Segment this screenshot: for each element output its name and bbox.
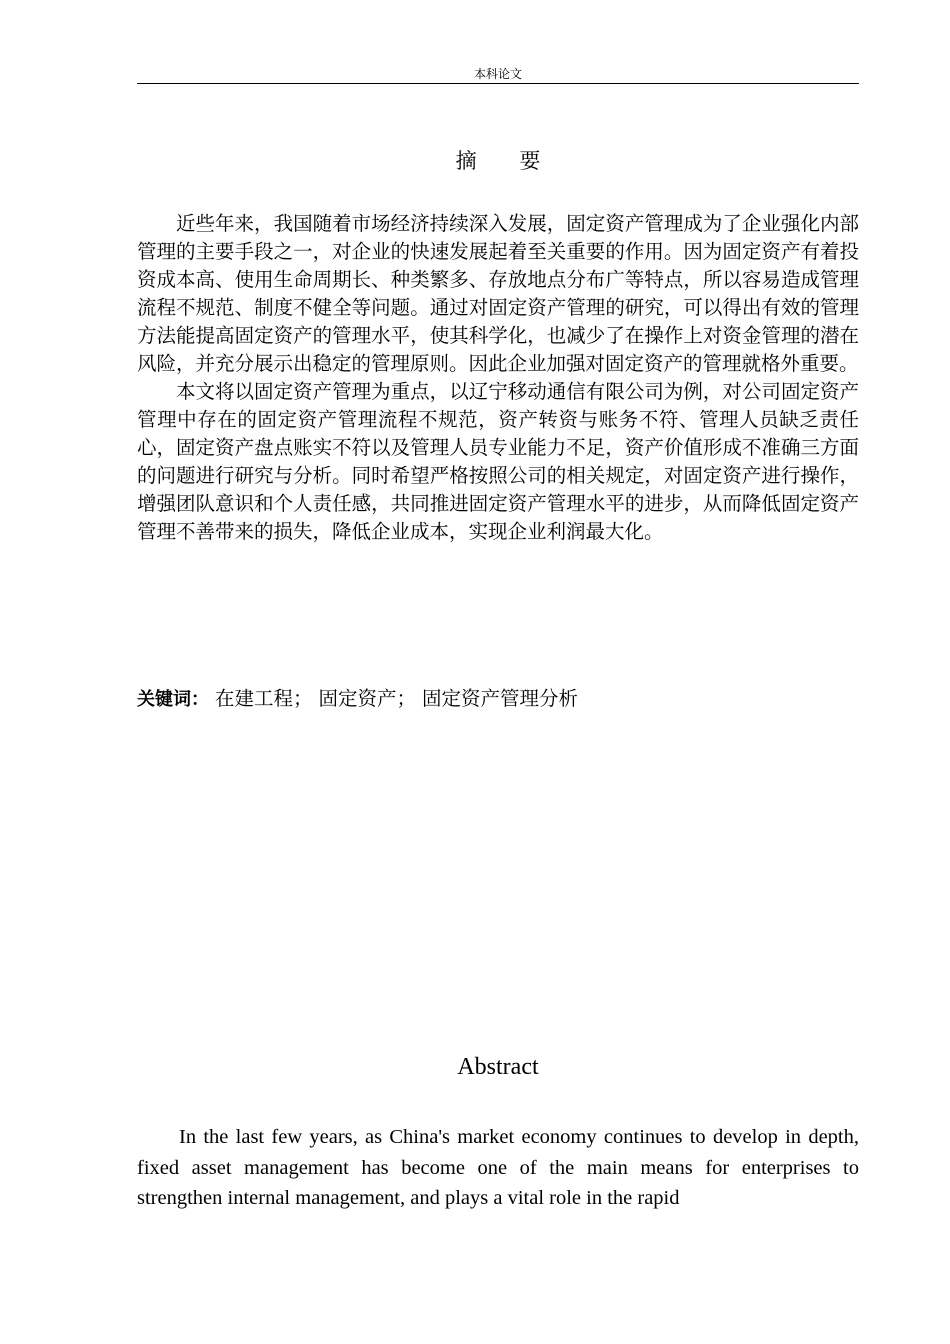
abstract-cn-title: 摘 要 — [455, 149, 559, 173]
keyword-item: 固定资产管理分析 — [422, 687, 579, 710]
running-header: 本科论文 — [473, 67, 522, 81]
abstract-cn-paragraph-2: 本文将以固定资产管理为重点，以辽宁移动通信有限公司为例，对公司固定资产管理中存在的固定资产管理流程不规范，资产转资与账务不符、管理人员缺乏责任心，固定资产盘点账实不符以及管理人员专业能力不足，资产价值形成不准确三方面的问题进行研究与分析。同时希望严格按照公司的相关规定，对固定资产进行操作，增强团队意识和个人责任感，共同推进固定资产管理水平的进步，从而降低固定资产管理不善带来的损失，降低企业成本，实现企业利润最大化。 — [137, 380, 859, 543]
keywords-label: 关键词： — [137, 689, 209, 710]
abstract-cn-paragraph-1: 近些年来，我国随着市场经济持续深入发展，固定资产管理成为了企业强化内部管理的主要手段之一，对企业的快速发展起着至关重要的作用。因为固定资产有着投资成本高、使用生命周期长、种类繁多、存放地点分布广等特点，所以容易造成管理流程不规范、制度不健全等问题。通过对固定资产管理的研究，可以得出有效的管理方法能提高固定资产的管理水平，使其科学化，也减少了在操作上对资金管理的潜在风险，并充分展示出稳定的管理原则。因此企业加强对固定资产的管理就格外重要。 — [137, 212, 859, 375]
keywords-line — [137, 685, 859, 714]
abstract-en-body — [137, 1122, 859, 1214]
header-rule — [137, 83, 859, 84]
keyword-item: 固定资产； — [318, 687, 417, 710]
abstract-en-paragraph-1: In the last few years, as China's market economy continues to develop in depth, fixed asset management has become one of the main means for enterprises to strengthen internal management, and plays a vital role in the rapid — [137, 1126, 859, 1209]
keyword-item: 在建工程； — [215, 687, 313, 710]
abstract-en-title: Abstract — [457, 1054, 539, 1080]
abstract-cn-body — [137, 210, 859, 546]
